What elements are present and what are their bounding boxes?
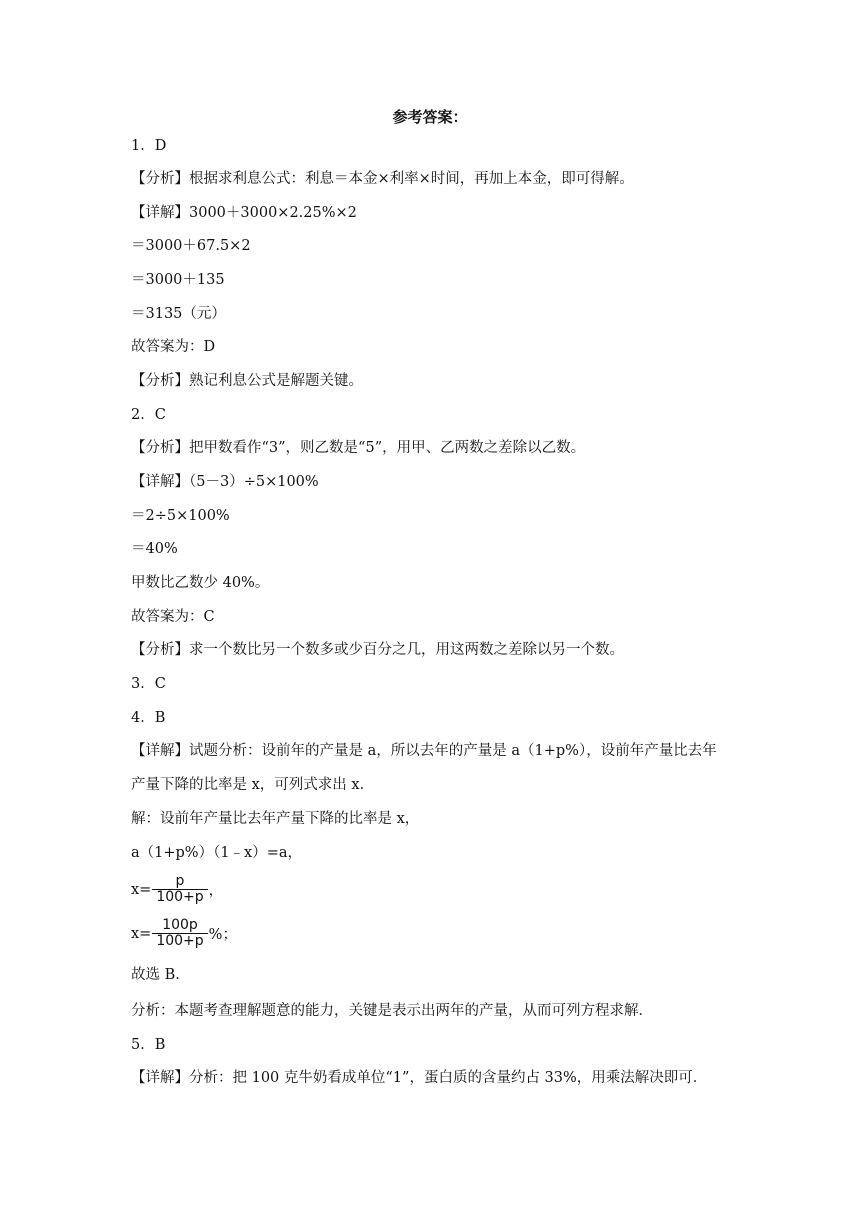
detail-text: 【详解】试题分析：设前年的产量是 a，所以去年的产量是 a（1+p%），设前年产量比去年 [131, 743, 717, 759]
analysis-text: 【分析】根据求利息公式：利息＝本金×利率×时间，再加上本金，即可得解。 [131, 171, 634, 187]
question-1-answer: 1．D [131, 138, 167, 154]
analysis-text: 【分析】熟记利息公式是解题关键。 [131, 373, 363, 389]
detail-text: 【详解】3000＋3000×2.25%×2 [131, 205, 357, 221]
question-2-answer: 2．C [131, 407, 166, 423]
formula-suffix: %； [208, 927, 237, 943]
calc-step: ＝3000＋67.5×2 [131, 238, 251, 254]
fraction [152, 874, 207, 905]
detail-text: 产量下降的比率是 x，可列式求出 x． [131, 777, 375, 793]
fraction-formula [131, 918, 237, 949]
conclusion-text: 甲数比乙数少 40%。 [131, 575, 270, 591]
formula-prefix: x= [131, 881, 152, 898]
analysis-text: 分析：本题考查理解题意的能力，关键是表示出两年的产量，从而可列方程求解． [131, 1003, 653, 1019]
calc-step: ＝2÷5×100% [131, 508, 230, 524]
fraction-denominator: 100+p [152, 889, 207, 905]
question-4-answer: 4．B [131, 710, 166, 726]
page-title: 参考答案： [392, 108, 468, 126]
formula-prefix: x= [131, 925, 152, 942]
fraction [152, 918, 207, 949]
fraction-numerator: p [175, 873, 185, 889]
analysis-text: 【分析】求一个数比另一个数多或少百分之几，用这两数之差除以另一个数。 [131, 642, 624, 658]
fraction-formula [131, 874, 223, 905]
detail-text: 【详解】分析：把 100 克牛奶看成单位“1”，蛋白质的含量约占 33%，用乘法解决即可． [131, 1070, 708, 1086]
calc-step: ＝3000＋135 [131, 272, 225, 288]
question-3-answer: 3．C [131, 676, 166, 692]
formula-suffix: ， [208, 883, 224, 899]
equation-text: a（1+p%）（1﹣x）=a， [131, 845, 303, 861]
fraction-denominator: 100+p [152, 933, 207, 949]
question-5-answer: 5．B [131, 1037, 166, 1053]
conclusion-text: 故答案为：D [131, 339, 216, 355]
analysis-text: 【分析】把甲数看作“3”，则乙数是“5”，用甲、乙两数之差除以乙数。 [131, 440, 586, 456]
solution-text: 解：设前年产量比去年产量下降的比率是 x， [131, 811, 420, 827]
detail-text: 【详解】（5－3）÷5×100% [131, 474, 319, 490]
fraction-numerator: 100p [162, 917, 198, 933]
calc-step: ＝3135（元） [131, 306, 226, 322]
conclusion-text: 故答案为：C [131, 609, 215, 625]
conclusion-text: 故选 B． [131, 967, 190, 983]
calc-step: ＝40% [131, 541, 178, 557]
